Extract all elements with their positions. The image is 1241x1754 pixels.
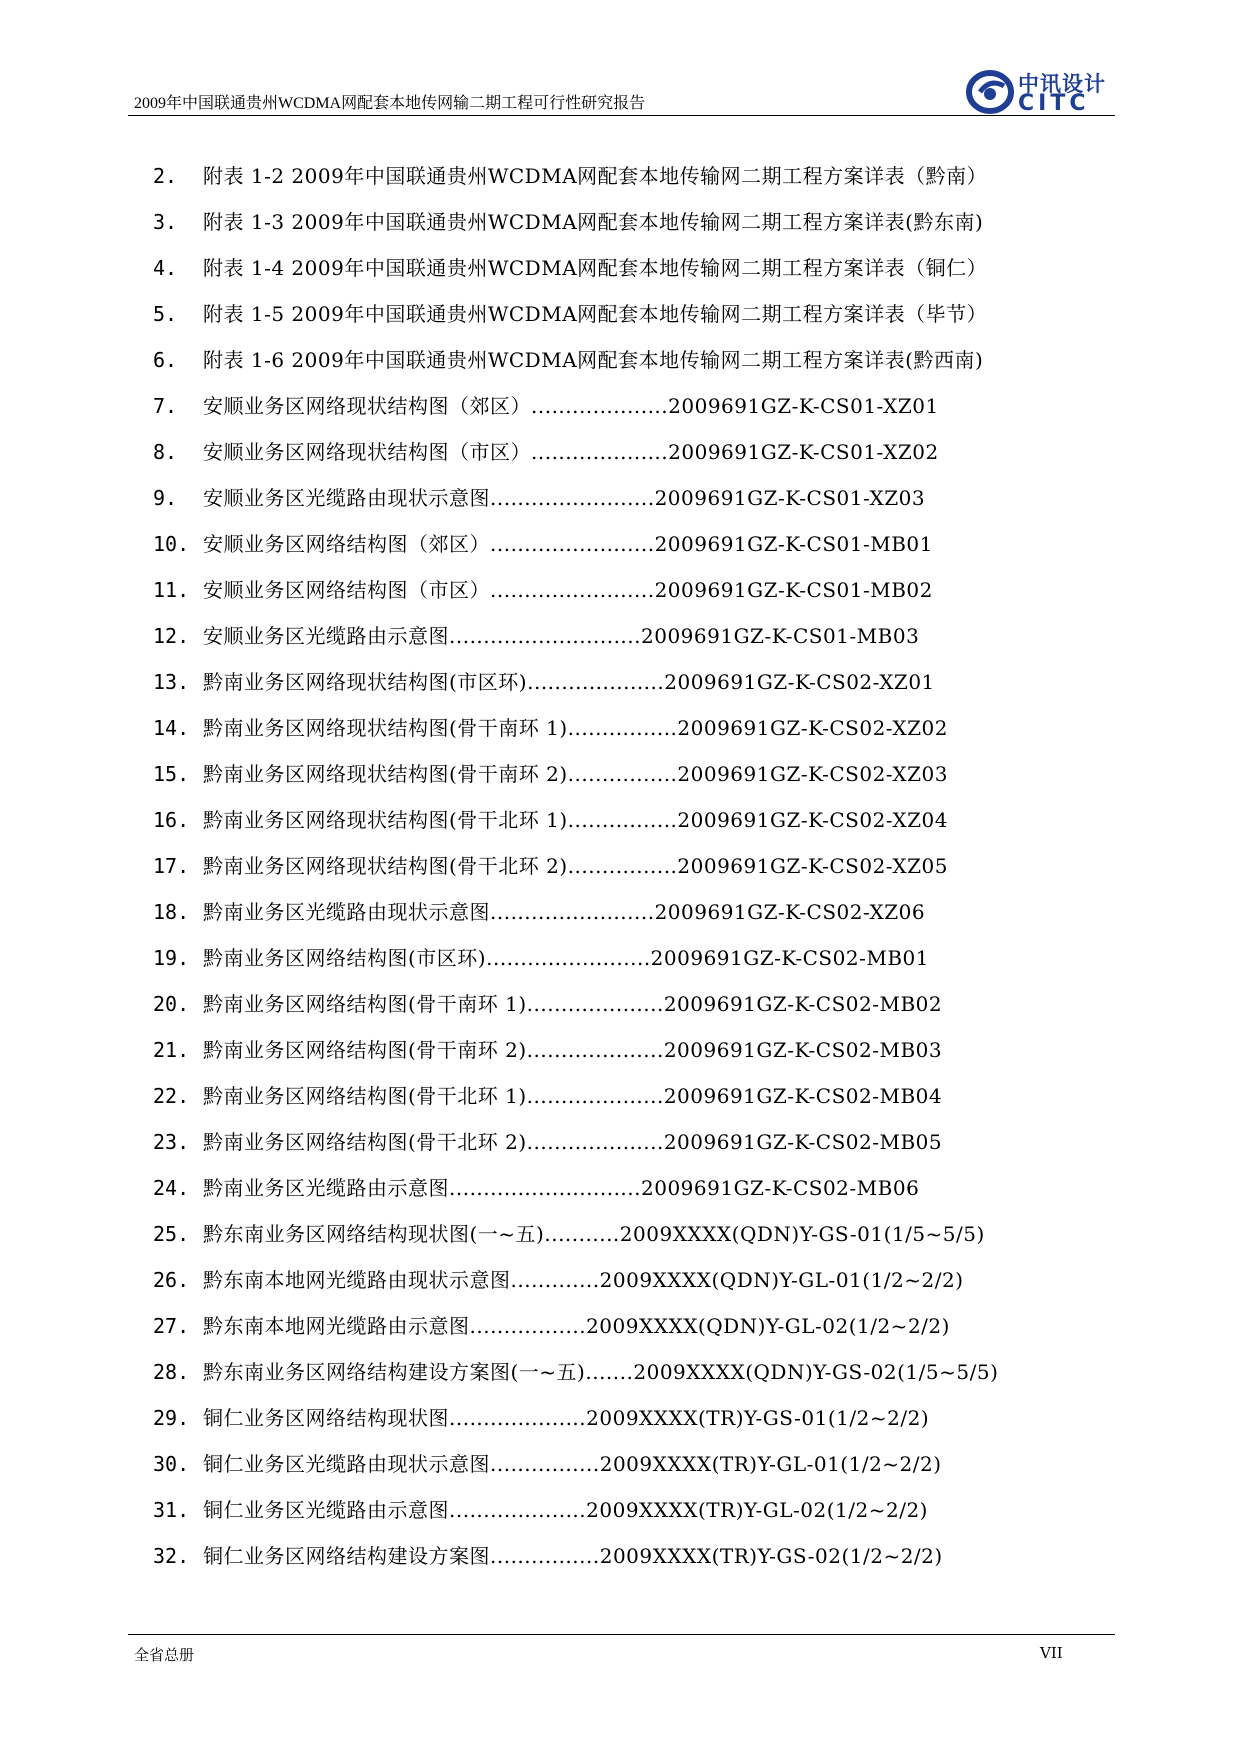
list-item-number: 25. [153, 1222, 190, 1246]
list-item-number: 4. [153, 256, 178, 280]
list-item [153, 1360, 1123, 1406]
list-item-text: 附表 1-3 2009年中国联通贵州WCDMA网配套本地传输网二期工程方案详表(黔东南) [203, 210, 984, 234]
header-divider [128, 115, 1115, 116]
list-item-number: 16. [153, 808, 190, 832]
attachment-list [153, 164, 1123, 1590]
list-item-text: 黔南业务区网络现状结构图(骨干南环 1)................2009691GZ-K-CS02-XZ02 [203, 716, 948, 740]
list-item [153, 1406, 1123, 1452]
list-item-text: 黔东南本地网光缆路由现状示意图.............2009XXXX(QDN)Y-GL-01(1/2~2/2) [203, 1268, 964, 1292]
list-item-number: 5. [153, 302, 178, 326]
list-item-number: 22. [153, 1084, 190, 1108]
list-item-text: 安顺业务区网络现状结构图（郊区）....................2009691GZ-K-CS01-XZ01 [203, 394, 939, 418]
list-item-text: 附表 1-5 2009年中国联通贵州WCDMA网配套本地传输网二期工程方案详表（毕节） [203, 302, 988, 326]
list-item-number: 18. [153, 900, 190, 924]
list-item-number: 20. [153, 992, 190, 1016]
list-item-number: 19. [153, 946, 190, 970]
list-item-text: 黔南业务区网络现状结构图(骨干北环 2)................2009691GZ-K-CS02-XZ05 [203, 854, 948, 878]
footer-volume-label: 全省总册 [134, 1646, 195, 1664]
logo-english-text: CITC [1018, 91, 1090, 116]
list-item [153, 1544, 1123, 1590]
list-item [153, 900, 1123, 946]
list-item-number: 24. [153, 1176, 190, 1200]
logo-chinese-text: 中讯设计 [1018, 72, 1106, 96]
document-title: 2009年中国联通贵州WCDMA网配套本地传网输二期工程可行性研究报告 [134, 95, 646, 112]
list-item [153, 854, 1123, 900]
list-item [153, 394, 1123, 440]
list-item [153, 1268, 1123, 1314]
list-item [153, 624, 1123, 670]
list-item-text: 黔南业务区光缆路由示意图............................2009691GZ-K-CS02-MB06 [203, 1176, 920, 1200]
list-item-text: 附表 1-6 2009年中国联通贵州WCDMA网配套本地传输网二期工程方案详表(黔西南) [203, 348, 984, 372]
list-item [153, 1038, 1123, 1084]
list-item-number: 9. [153, 486, 178, 510]
list-item-number: 14. [153, 716, 190, 740]
list-item-text: 安顺业务区网络结构图（郊区）........................2009691GZ-K-CS01-MB01 [203, 532, 933, 556]
list-item-text: 黔东南业务区网络结构建设方案图(一~五).......2009XXXX(QDN)Y-GS-02(1/5~5/5) [203, 1360, 999, 1384]
list-item [153, 1222, 1123, 1268]
list-item [153, 210, 1123, 256]
list-item-text: 黔南业务区网络结构图(骨干北环 2)....................2009691GZ-K-CS02-MB05 [203, 1130, 943, 1154]
list-item-text: 黔东南本地网光缆路由示意图.................2009XXXX(QDN)Y-GL-02(1/2~2/2) [203, 1314, 950, 1338]
list-item-text: 附表 1-4 2009年中国联通贵州WCDMA网配套本地传输网二期工程方案详表（铜仁） [203, 256, 988, 280]
list-item-number: 15. [153, 762, 190, 786]
list-item [153, 578, 1123, 624]
page-header [128, 60, 1115, 116]
list-item-text: 黔南业务区网络现状结构图(骨干北环 1)................2009691GZ-K-CS02-XZ04 [203, 808, 948, 832]
list-item-number: 30. [153, 1452, 190, 1476]
list-item-number: 27. [153, 1314, 190, 1338]
list-item [153, 302, 1123, 348]
citc-logo-mark-icon [966, 68, 1018, 114]
list-item-text: 黔南业务区网络现状结构图(骨干南环 2)................2009691GZ-K-CS02-XZ03 [203, 762, 948, 786]
list-item [153, 946, 1123, 992]
list-item [153, 1084, 1123, 1130]
list-item [153, 1498, 1123, 1544]
list-item-text: 黔南业务区网络结构图(骨干南环 2)....................2009691GZ-K-CS02-MB03 [203, 1038, 943, 1062]
list-item [153, 164, 1123, 210]
list-item-text: 铜仁业务区光缆路由示意图....................2009XXXX(TR)Y-GL-02(1/2~2/2) [203, 1498, 928, 1522]
list-item-number: 17. [153, 854, 190, 878]
list-item-number: 10. [153, 532, 190, 556]
list-item-number: 8. [153, 440, 178, 464]
list-item-text: 安顺业务区网络现状结构图（市区）....................2009691GZ-K-CS01-XZ02 [203, 440, 939, 464]
list-item [153, 992, 1123, 1038]
list-item [153, 486, 1123, 532]
list-item [153, 1452, 1123, 1498]
page-number: VII [1040, 1644, 1063, 1662]
list-item [153, 256, 1123, 302]
list-item-number: 6. [153, 348, 178, 372]
list-item-number: 12. [153, 624, 190, 648]
list-item [153, 670, 1123, 716]
list-item [153, 1130, 1123, 1176]
list-item-text: 黔南业务区网络结构图(骨干北环 1)....................2009691GZ-K-CS02-MB04 [203, 1084, 943, 1108]
list-item-number: 28. [153, 1360, 190, 1384]
citc-logo [966, 68, 1116, 114]
list-item-number: 13. [153, 670, 190, 694]
list-item [153, 1176, 1123, 1222]
list-item-text: 安顺业务区光缆路由现状示意图........................2009691GZ-K-CS01-XZ03 [203, 486, 926, 510]
footer-divider [128, 1634, 1115, 1635]
list-item-number: 11. [153, 578, 190, 602]
list-item [153, 716, 1123, 762]
list-item-number: 29. [153, 1406, 190, 1430]
list-item-number: 23. [153, 1130, 190, 1154]
list-item [153, 1314, 1123, 1360]
list-item-text: 安顺业务区光缆路由示意图............................2009691GZ-K-CS01-MB03 [203, 624, 920, 648]
list-item-text: 黔南业务区光缆路由现状示意图........................2009691GZ-K-CS02-XZ06 [203, 900, 926, 924]
list-item-number: 21. [153, 1038, 190, 1062]
list-item-number: 3. [153, 210, 178, 234]
list-item-text: 铜仁业务区光缆路由现状示意图................2009XXXX(TR)Y-GL-01(1/2~2/2) [203, 1452, 942, 1476]
list-item-number: 2. [153, 164, 178, 188]
list-item-text: 铜仁业务区网络结构现状图....................2009XXXX(TR)Y-GS-01(1/2~2/2) [203, 1406, 930, 1430]
list-item [153, 348, 1123, 394]
list-item-number: 32. [153, 1544, 190, 1568]
list-item [153, 808, 1123, 854]
list-item-text: 铜仁业务区网络结构建设方案图................2009XXXX(TR)Y-GS-02(1/2~2/2) [203, 1544, 943, 1568]
list-item-number: 7. [153, 394, 178, 418]
list-item [153, 440, 1123, 486]
list-item-number: 31. [153, 1498, 190, 1522]
list-item-text: 黔东南业务区网络结构现状图(一~五)...........2009XXXX(QDN)Y-GS-01(1/5~5/5) [203, 1222, 985, 1246]
list-item-text: 黔南业务区网络结构图(市区环)........................2009691GZ-K-CS02-MB01 [203, 946, 929, 970]
list-item-number: 26. [153, 1268, 190, 1292]
list-item [153, 762, 1123, 808]
list-item-text: 黔南业务区网络结构图(骨干南环 1)....................2009691GZ-K-CS02-MB02 [203, 992, 943, 1016]
list-item [153, 532, 1123, 578]
list-item-text: 黔南业务区网络现状结构图(市区环)....................2009691GZ-K-CS02-XZ01 [203, 670, 935, 694]
list-item-text: 附表 1-2 2009年中国联通贵州WCDMA网配套本地传输网二期工程方案详表（黔南） [203, 164, 988, 188]
list-item-text: 安顺业务区网络结构图（市区）........................2009691GZ-K-CS01-MB02 [203, 578, 933, 602]
